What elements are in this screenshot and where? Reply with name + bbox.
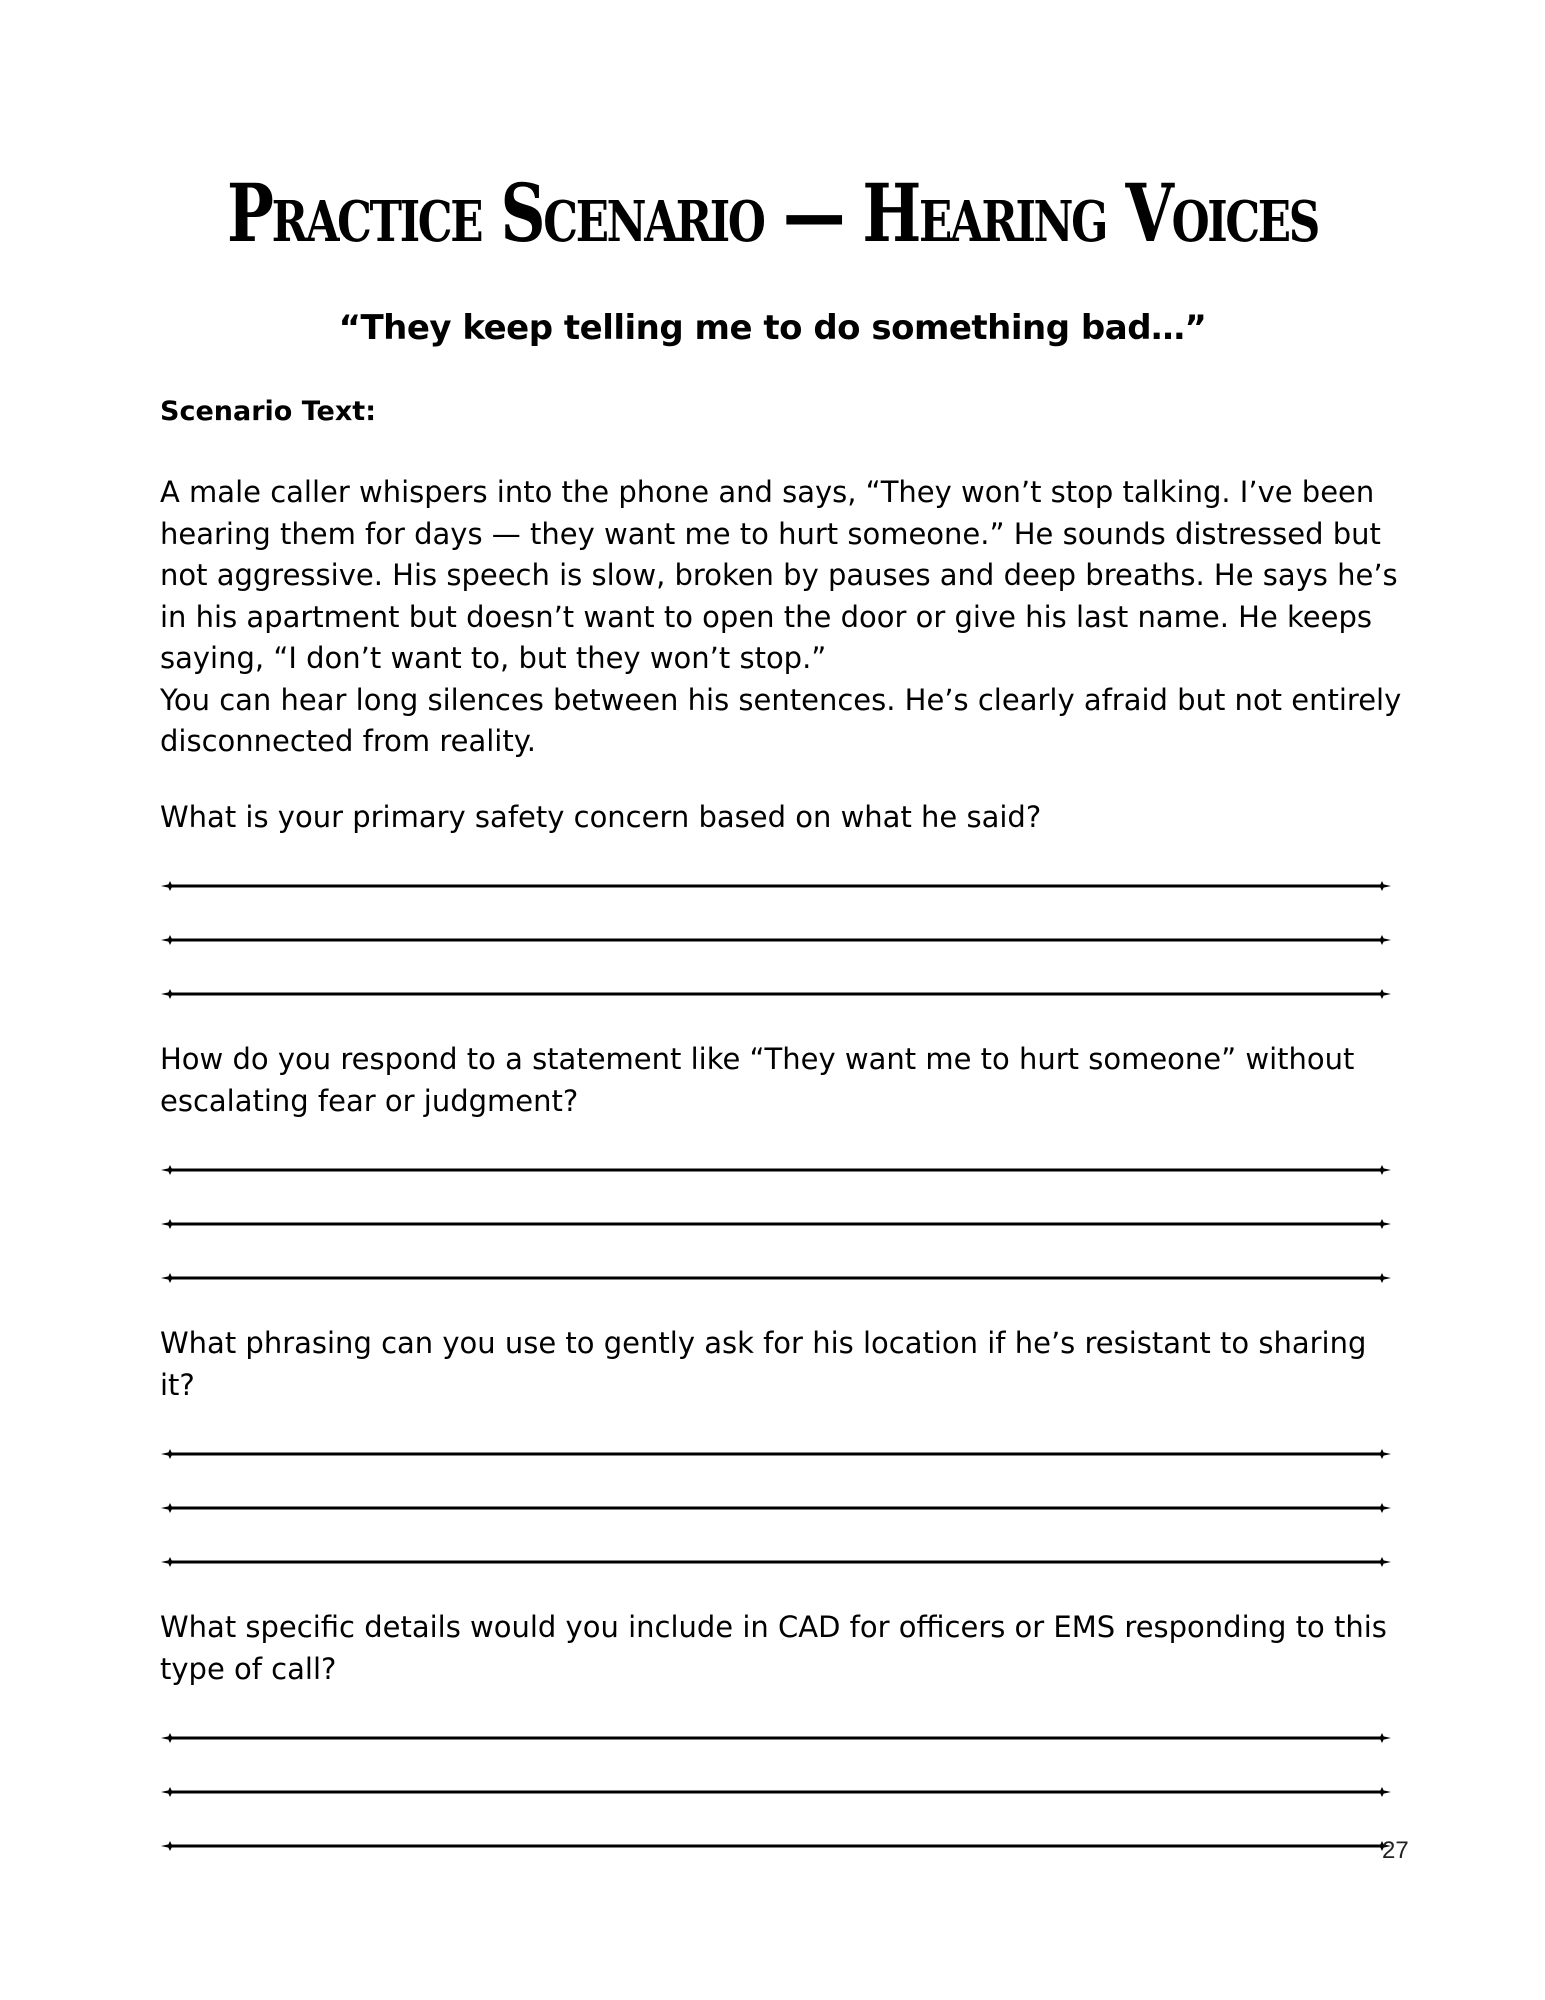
answer-line[interactable] <box>160 1214 1392 1234</box>
answer-line[interactable] <box>160 1836 1392 1856</box>
answer-line[interactable] <box>160 930 1392 950</box>
question-2: How do you respond to a statement like “They want me to hurt someone” without escalating fear or judgment? <box>160 1042 1355 1118</box>
answer-line[interactable] <box>160 1268 1392 1288</box>
scenario-text <box>160 472 1410 763</box>
question-4: What specific details would you include in CAD for officers or EMS responding to this type of call? <box>160 1610 1387 1686</box>
answer-line[interactable] <box>160 1782 1392 1802</box>
page-subtitle: “They keep telling me to do something bad…” <box>338 308 1207 348</box>
answer-line[interactable] <box>160 1728 1392 1748</box>
page-number: 27 <box>1382 1837 1409 1864</box>
answer-line[interactable] <box>160 1498 1392 1518</box>
question-1: What is your primary safety concern based on what he said? <box>160 800 1042 834</box>
answer-line[interactable] <box>160 1160 1392 1180</box>
scenario-label: Scenario Text: <box>160 396 376 427</box>
answer-line[interactable] <box>160 876 1392 896</box>
answer-line[interactable] <box>160 1444 1392 1464</box>
page-title: Practice Scenario — Hearing Voices <box>227 166 1318 260</box>
answer-line[interactable] <box>160 1552 1392 1572</box>
question-3: What phrasing can you use to gently ask for his location if he’s resistant to sharing it? <box>160 1326 1367 1402</box>
scenario-paragraph: You can hear long silences between his sentences. He’s clearly afraid but not entirely disconnected from reality. <box>160 682 1402 758</box>
answer-line[interactable] <box>160 984 1392 1004</box>
scenario-paragraph: A male caller whispers into the phone and says, “They won’t stop talking. I’ve been hearing them for days — they want me to hurt someone.” He sounds distressed but not aggressive. His speech is slow, broken by pauses and deep breaths. He says he’s in his apartment but doesn’t want to open the door or give his last name. He keeps saying, “I don’t want to, but they won’t stop.” <box>160 475 1398 675</box>
